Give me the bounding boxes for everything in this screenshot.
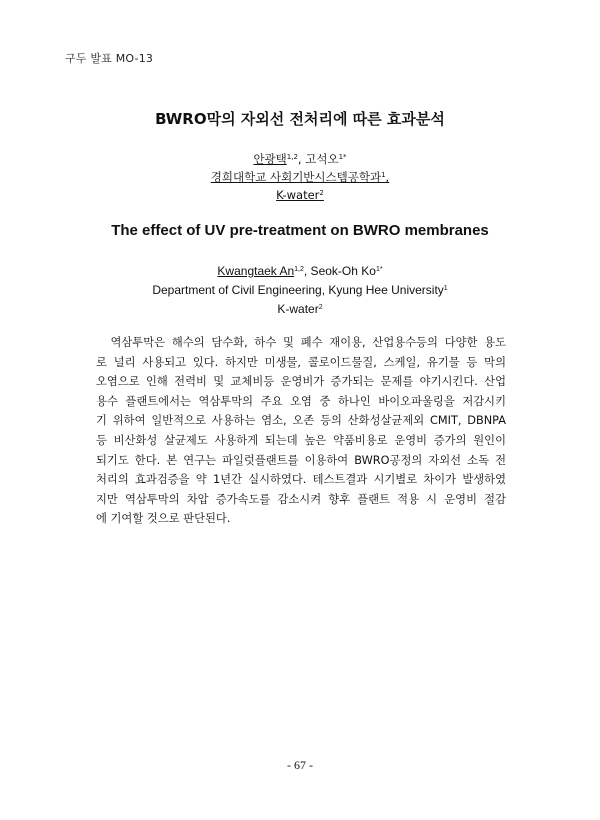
english-affiliation1-sup: 1 bbox=[443, 285, 448, 292]
english-author1-name: Kwangtaek An bbox=[217, 264, 295, 278]
english-affiliation2-line bbox=[0, 300, 600, 319]
english-affiliation2-sup: 2 bbox=[318, 304, 323, 311]
korean-author1-name: 안광택 bbox=[253, 152, 287, 166]
abstract-line: 등 비산화성 살균제도 사용하게 되는데 높은 약품비용로 운영비 증가의 원인이 bbox=[96, 433, 506, 447]
english-affiliation2: K-water bbox=[277, 302, 319, 316]
english-author1-sup: 1,2 bbox=[294, 266, 304, 273]
abstract-line: 되기도 한다. 본 연구는 파일럿플랜트를 이용하여 BWRO공정의 자외선 소독 전 bbox=[96, 453, 506, 467]
english-author2-name: , Seok-Oh Ko bbox=[303, 264, 376, 278]
english-affiliation1-line bbox=[0, 281, 600, 300]
english-author-block bbox=[0, 262, 600, 319]
korean-affiliation1-line bbox=[0, 168, 600, 186]
korean-affiliation2-line bbox=[0, 186, 600, 204]
english-affiliation1: Department of Civil Engineering, Kyung Hee University bbox=[152, 283, 444, 297]
abstract-line: 로 널리 사용되고 있다. 하지만 미생물, 콜로이드물질, 스케일, 유기물 등 막의 bbox=[96, 355, 506, 369]
korean-author-separator: , bbox=[297, 152, 306, 166]
korean-author2-name: 고석오 bbox=[305, 152, 339, 166]
korean-affiliation1-tail: , bbox=[385, 170, 390, 184]
abstract-line: 용수 플랜트에서는 역삼투막의 주요 오염 중 하나인 바이오파울링을 저감시키 bbox=[96, 394, 506, 408]
korean-affiliation2-sup: 2 bbox=[319, 189, 324, 197]
english-author2-sup: 1* bbox=[375, 266, 383, 273]
abstract-line: 기 위하여 일반적으로 사용하는 염소, 오존 등의 산화성살균제외 CMIT, DBNPA bbox=[96, 414, 506, 428]
korean-affiliation2: K-water bbox=[276, 188, 320, 202]
korean-affiliation1-sup: 1 bbox=[381, 171, 386, 179]
page-number: - 67 - bbox=[287, 758, 313, 772]
abstract-line: 역삼투막은 해수의 담수화, 하수 및 폐수 재이용, 산업용수등의 다양한 용도 bbox=[96, 336, 506, 349]
abstract-line: 처리의 효과검증을 약 1년간 실시하였다. 테스트결과 시기별로 차이가 발생하였 bbox=[96, 473, 506, 487]
abstract-line: 에 기여할 것으로 판단된다. bbox=[96, 512, 231, 526]
korean-author-block bbox=[0, 150, 600, 204]
korean-author2-sup: 1* bbox=[338, 153, 347, 161]
abstract-body bbox=[96, 333, 506, 529]
session-label: 구두 발표 MO-13 bbox=[65, 52, 154, 65]
korean-affiliation1: 경희대학교 사회기반시스템공학과 bbox=[210, 170, 382, 184]
english-author-line bbox=[0, 262, 600, 281]
korean-author-line bbox=[0, 150, 600, 168]
abstract-line: 오염으로 인해 전력비 및 교체비등 운영비가 증가되는 문제를 야기시킨다. 산업 bbox=[96, 375, 506, 389]
abstract-line: 지만 역삼투막의 차압 증가속도를 감소시켜 향후 플랜트 적용 시 운영비 절감 bbox=[96, 492, 506, 506]
korean-title: BWRO막의 자외선 전처리에 따른 효과분석 bbox=[155, 110, 445, 128]
english-title: The effect of UV pre-treatment on BWRO membranes bbox=[111, 222, 489, 239]
korean-author1-sup: 1,2 bbox=[286, 153, 298, 161]
